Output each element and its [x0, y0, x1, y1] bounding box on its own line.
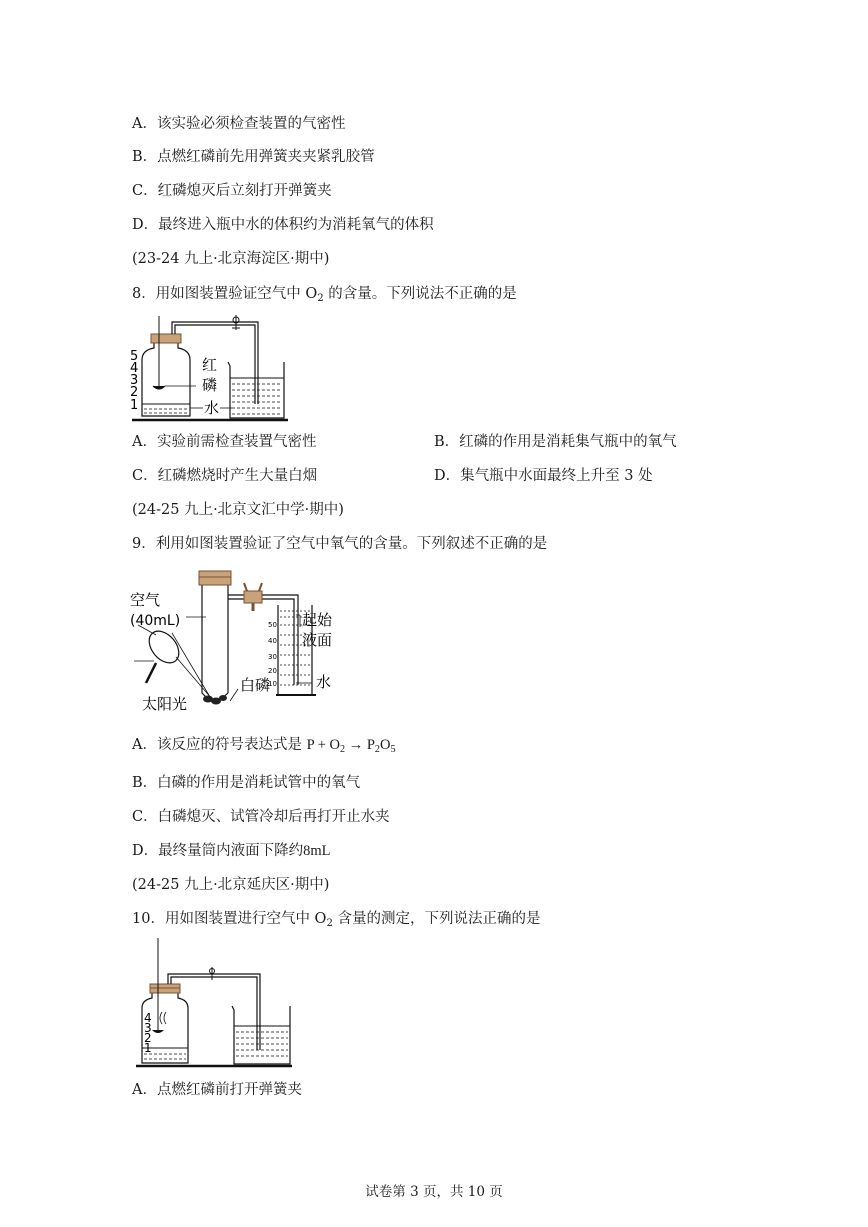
page-footer: 试卷第 3 页，共 10 页	[365, 1184, 503, 1200]
q8-scale-3: 3	[130, 373, 139, 388]
q8-label-water: 水	[204, 399, 220, 417]
q9-option-a: A．该反应的符号表达式是 $P + O_2 \to P_2O_5$	[132, 737, 396, 755]
q9-figure	[128, 565, 348, 715]
q10-source: (24-25 九上·北京延庆区·期中)	[132, 877, 330, 893]
q9-tick-20: 20	[268, 667, 277, 675]
q9-tick-50: 50	[268, 621, 277, 629]
q8-option-c: C．红磷燃烧时产生大量白烟	[132, 468, 318, 484]
q8-label-phos: 磷	[202, 376, 218, 394]
q7-option-a: A．该实验必须检查装置的气密性	[132, 116, 346, 132]
q9-label-water: 水	[316, 673, 332, 691]
q8-stem: 8．用如图装置验证空气中 $O_2$ 的含量。下列说法不正确的是	[132, 286, 517, 304]
q8-option-a: A．实验前需检查装置气密性	[132, 434, 317, 450]
q8-scale-5: 5	[130, 349, 139, 364]
q7-option-b: B．点燃红磷前先用弹簧夹夹紧乳胶管	[132, 149, 375, 165]
q10-figure	[132, 938, 297, 1073]
q9-stem: 9．利用如图装置验证了空气中氧气的含量。下列叙述不正确的是	[132, 536, 548, 552]
q10-scale-4: 4	[144, 1011, 152, 1025]
q9-option-d: D．最终量筒内液面下降约8mL	[132, 843, 331, 859]
q8-source: (23-24 九上·北京海淀区·期中)	[132, 251, 330, 267]
q10-stem: 10．用如图装置进行空气中 $O_2$ 含量的测定，下列说法正确的是	[132, 911, 541, 929]
q10-scale-1: 1	[144, 1041, 152, 1055]
q9-tick-30: 30	[268, 653, 277, 661]
q9-tick-40: 40	[268, 637, 277, 645]
q8-scale-4: 4	[130, 361, 139, 376]
q8-label-red: 红	[202, 356, 218, 374]
q9-label-start-2: 液面	[302, 631, 333, 649]
q9-label-start-1: 起始	[302, 611, 333, 629]
q9-tick-10: 10	[268, 680, 277, 688]
q8-scale-2: 2	[130, 385, 139, 400]
q9-label-air: 空气	[130, 591, 161, 609]
q9-label-sunlight: 太阳光	[142, 695, 188, 713]
q9-label-white-phos: 白磷	[240, 676, 271, 694]
q8-option-b: B．红磷的作用是消耗集气瓶中的氧气	[434, 434, 677, 450]
q8-figure	[128, 308, 293, 426]
q9-source: (24-25 九上·北京文汇中学·期中)	[132, 502, 344, 518]
q9-option-c: C．白磷熄灭、试管冷却后再打开止水夹	[132, 809, 390, 825]
q9-option-b: B．白磷的作用是消耗试管中的氧气	[132, 775, 361, 791]
q8-option-d: D．集气瓶中水面最终上升至 3 处	[434, 468, 653, 484]
q9-label-air-volume: (40mL)	[130, 613, 181, 629]
q10-scale-2: 2	[144, 1031, 152, 1045]
q7-option-c: C．红磷熄灭后立刻打开弹簧夹	[132, 183, 332, 199]
q7-option-d: D．最终进入瓶中水的体积约为消耗氧气的体积	[132, 217, 434, 233]
q10-scale-3: 3	[144, 1021, 152, 1035]
q10-option-a: A．点燃红磷前打开弹簧夹	[132, 1082, 302, 1098]
q8-scale-1: 1	[130, 398, 139, 413]
